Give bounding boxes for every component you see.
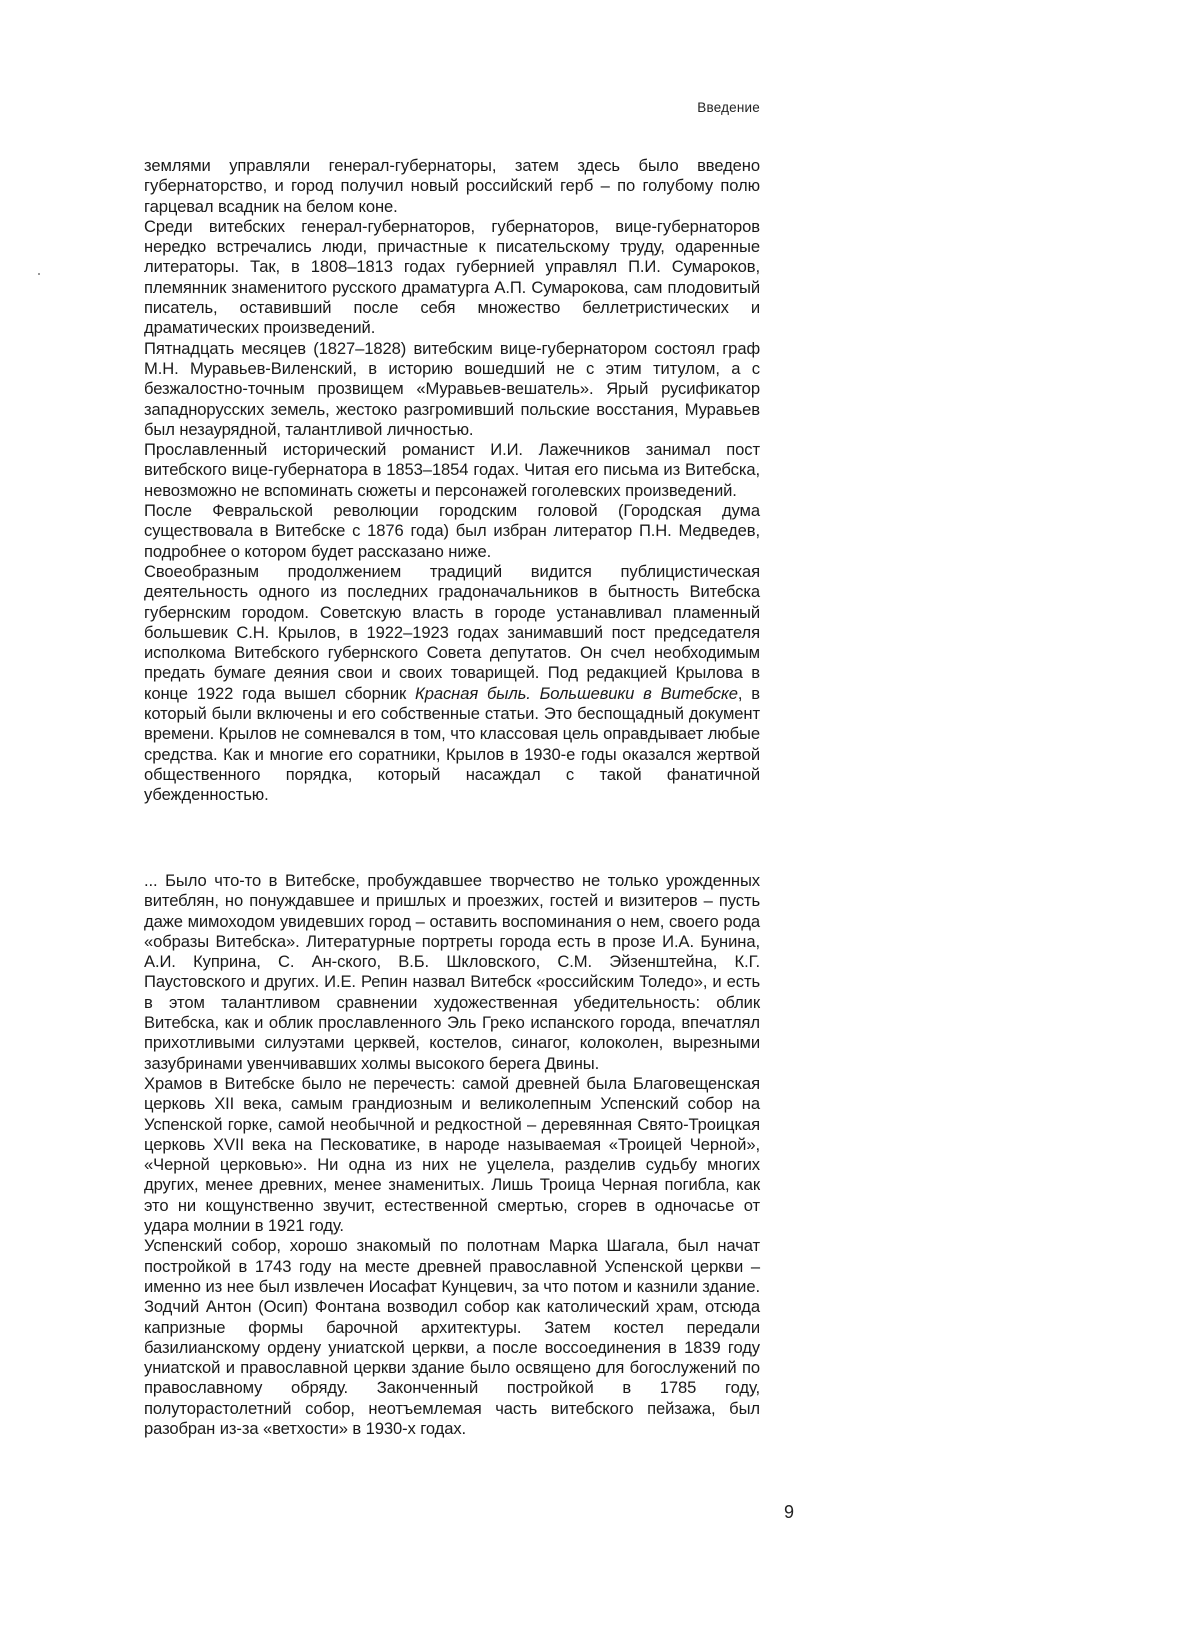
paragraph: После Февральской революции городским головой (Городская дума существовала в Витебске с 1876 года) был избран литератор П.Н. Медведев, подробнее о котором будет рассказано ниже. (144, 501, 760, 561)
text-block-bottom (144, 871, 760, 1439)
scan-speck (38, 273, 40, 275)
paragraph: Успенский собор, хорошо знакомый по полотнам Марка Шагала, был начат постройкой в 1743 году на месте древней православной Успенской церкви – именно из нее был извлечен Иосафат Кунцевич, за что потом и казнили здание. Зодчий Антон (Осип) Фонтана возводил собор как католический храм, отсюда капризные формы барочной архитектуры. Затем костел передали базилианскому ордену униатской церкви, а после воссоединения в 1839 году униатской и православной церкви здание было освящено для богослужений по православному обряду. Законченный постройкой в 1785 году, полуторастолетний собор, неотъемлемая часть витебского пейзажа, был разобран из-за «ветхости» в 1930-х годах. (144, 1236, 760, 1439)
page-number: 9 (784, 1502, 795, 1522)
paragraph: землями управляли генерал-губернаторы, затем здесь было введено губернаторство, и город получил новый российский герб – по голубому полю гарцевал всадник на белом коне. (144, 156, 760, 216)
paragraph: Среди витебских генерал-губернаторов, губернаторов, вице-губернаторов нередко встречались люди, причастные к писательскому труду, одаренные литераторы. Так, в 1808–1813 годах губернией управлял П.И. Сумароков, племянник знаменитого русского драматурга А.П. Сумарокова, сам плодовитый писатель, оставивший после себя множество беллетристических и драматических произведений. (144, 216, 760, 338)
paragraph-text: , в который были включены и его собственные статьи. Это беспощадный документ времени. Крылов не сомневался в том, что классовая цель оправдывает любые средства. Как и многие его соратники, Крылов в 1930-е годы оказался жертвой общественного порядка, который насаждал с такой фанатичной убежденностью. (144, 683, 760, 805)
paragraph: Храмов в Витебске было не перечесть: самой древней была Благовещенская церковь XII века, самым грандиозным и великолепным Успенский собор на Успенской горке, самой необычной и редкостной – деревянная Свято-Троицкая церковь XVII века на Песковатике, в народе называемая «Троицей Черной», «Черной церковью». Ни одна из них не уцелела, разделив судьбу многих других, менее древних, менее знаменитых. Лишь Троица Черная погибла, как это ни кощунственно звучит, естественной смертью, сгорев в одночасье от удара молнии в 1921 году. (144, 1073, 760, 1236)
paragraph: Прославленный исторический романист И.И. Лажечников занимал пост витебского вице-губернатора в 1853–1854 годах. Читая его письма из Витебска, невозможно не вспоминать сюжеты и персонажей гоголевских произведений. (144, 440, 760, 500)
paragraph-text: Своеобразным продолжением традиций видится публицистическая деятельность одного из последних градоначальников в бытность Витебска губернским городом. Советскую власть в городе устанавливал пламенный большевик С.Н. Крылов, в 1922–1923 годах занимавший пост председателя исполкома Витебского губернского Совета депутатов. Он счел необходимым предать бумаге деяния свои и своих товарищей. Под редакцией Крылова в конце 1922 года вышел сборник (144, 561, 760, 703)
paragraph: ... Было что-то в Витебске, пробуждавшее творчество не только урожденных витеблян, но понуждавшее и пришлых и проезжих, гостей и визитеров – пусть даже мимоходом увидевших город – оставить воспоминания о нем, своего рода «образы Витебска». Литературные портреты города есть в прозе И.А. Бунина, А.И. Куприна, С. Ан-ского, В.Б. Шкловского, С.М. Эйзенштейна, К.Г. Паустовского и других. И.Е. Репин назвал Витебск «российским Толедо», и есть в этом талантливом сравнении художественная убедительность: облик Витебска, как и облик прославленного Эль Греко испанского города, впечатлял прихотливыми силуэтами церквей, костелов, синагог, колоколен, вырезными зазубринами увенчивавших холмы высокого берега Двины. (144, 871, 760, 1073)
paragraph: Пятнадцать месяцев (1827–1828) витебским вице-губернатором состоял граф М.Н. Муравьев-Виленский, в историю вошедший не с этим титулом, а с безжалостно-точным прозвищем «Муравьев-вешатель». Ярый русификатор западнорусских земель, жестоко разгромивший польские восстания, Муравьев был незаурядной, талантливой личностью. (144, 338, 760, 439)
paragraph-krylov (144, 562, 760, 806)
text-block-top (144, 156, 760, 806)
running-header: Введение (697, 100, 760, 115)
book-title: Красная быль. Большевики в Витебске (415, 683, 738, 703)
